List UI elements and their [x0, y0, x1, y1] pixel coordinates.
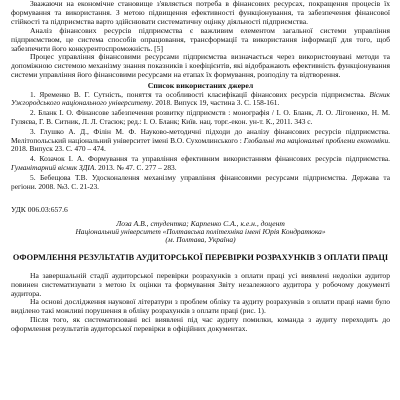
- article-title: ОФОРМЛЕННЯ РЕЗУЛЬТАТІВ АУДИТОРСЬКОЇ ПЕРЕВІРКИ РОЗРАХУНКІВ З ОПЛАТИ ПРАЦІ: [12, 252, 389, 262]
- reference-details: . 2018. Випуск 19, частина 3. С. 158-161.: [151, 98, 280, 108]
- reference-text: 3. Глушко А. Д., Філін М. Ф. Науково-методичні підходи до аналізу фінансових ресурсів підприємства. Мелітопольський національний університет імені В.О. Сухомлинського :: [11, 127, 390, 145]
- paragraph-management: Процес управління фінансовими ресурсами підприємства визначається через використовувані методи та допоміжною системою механізму знання показників і коефіцієнтів, які відображають ефективність функціонування системи управління його фінансовими ресурсами на етапах їх формування, розподілу та відтворення.: [11, 52, 390, 80]
- reference-source: Гуманітарний вісник ЗДІА: [11, 163, 95, 173]
- reference-details: . 2013. № 47. С. 277 – 283.: [94, 163, 177, 173]
- reference-item: [11, 155, 390, 172]
- paragraph-analysis: Аналіз фінансових ресурсів підприємства є важливим елементом загальної системи управління підприємством, це система способів опрацювання, трансформації та використання інформації для того, щоб забезпечити його конкурентоспроможність. [5]: [11, 25, 390, 53]
- reference-source: Глобальні та національні проблеми економіки: [243, 135, 389, 145]
- institution-line: Національний університет «Полтавська політехніка імені Юрія Кондратюка»: [75, 226, 326, 236]
- body-paragraph: На завершальній стадії аудиторської перевірки розрахунків з оплати праці усі виявлені недоліки аудитор повинен систематизувати з метою їх оцінки та формування Звіту незалежного аудитора у робочому документі аудитора.: [11, 270, 390, 298]
- reference-text: 4. Козачок І. А. Формування та управління ефективним використанням фінансових ресурсів підприємства.: [30, 154, 390, 164]
- reference-details: . 2018. Випуск 23. С. 470 – 474.: [11, 135, 391, 154]
- udc-code: УДК 006.03:657.6: [11, 204, 68, 214]
- body-paragraph: На основі дослідження наукової літератури з проблем обліку та аудиту розрахунків з оплати праці нами було виділено такі можливі порушення в обліку розрахунків з оплати праці (рис. 1).: [11, 297, 390, 316]
- reference-item: [11, 109, 390, 126]
- reference-source: Вісник Ужгородського національного університету: [11, 89, 390, 108]
- article-body: [11, 272, 390, 334]
- body-paragraph: Після того, як систематизовані всі виявлені під час аудиту помилки, команда з аудиту переходить до оформлення результатів аудиторської перевірки в офіційних документах.: [11, 315, 390, 334]
- reference-text: 2. Бланк І. О. Фінансове забезпечення розвитку підприємств : монографія / І. О. Бланк, Л. О. Лігоненко, Н. М. Гуляєва, Г. В. Ситник, Л. Л. Стасюк; ред.: І. О. Бланк; Київ. нац. торг.-екон. ун-т. К., 2011. 343 с.: [11, 108, 390, 127]
- reference-item: [11, 128, 390, 154]
- reference-text: 5. Бебещова Т.В. Удосконалення механізму управління фінансовими ресурсами підприємства. Держава та регіони. 2008. №3. С. 21-23.: [11, 173, 390, 191]
- paragraph-continuation: Зважаючи на економічне становище з'являється потреба в фінансових ресурсах, покращення процесів їх формування та використання. З метою підвищення ефективності функціонування, та забезпечення фінансової стійкості та підприємства варто здійснювати систематичну оцінку діяльності підприємства.: [11, 0, 390, 26]
- authors-line: Лоза А.В., студентка; Карпенко С.А., к.е.н., доцент: [116, 218, 285, 228]
- city-line: (м. Полтава, Україна): [165, 235, 236, 245]
- reference-item: [11, 91, 390, 108]
- reference-text: 1. Яременко В. Г. Сутність, поняття та особливості класифікації фінансових ресурсів підприємства.: [30, 89, 370, 99]
- references-list: [11, 91, 390, 192]
- top-text-section: [11, 0, 390, 80]
- references-heading: Список використаних джерел: [147, 80, 254, 90]
- reference-item: [11, 174, 390, 191]
